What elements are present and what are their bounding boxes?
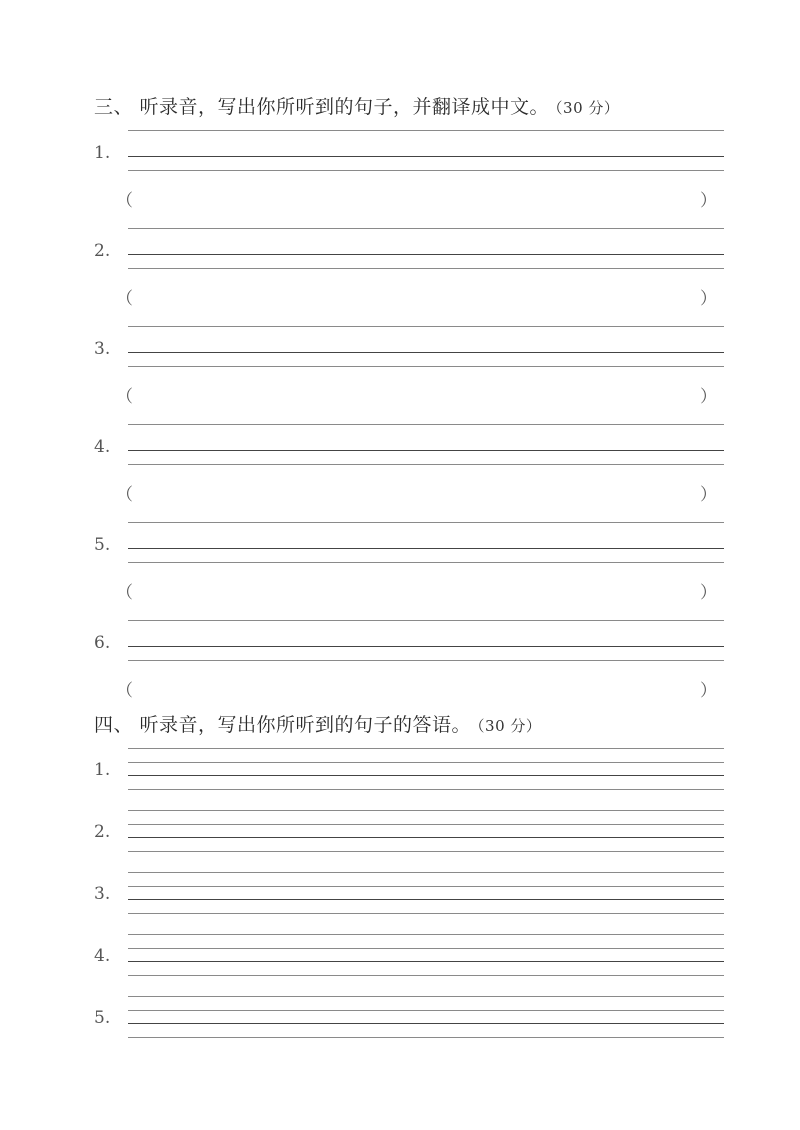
translation-open-paren: （ [116, 681, 133, 701]
s3-item-3 [94, 324, 724, 414]
s4-item-1 [94, 746, 724, 796]
writing-line[interactable] [128, 886, 724, 887]
writing-line[interactable] [128, 762, 724, 763]
s3-item-5-number: 5. [94, 535, 111, 555]
s4-item-3-number: 3. [94, 884, 111, 904]
writing-line[interactable] [128, 228, 724, 229]
s3-item-3-number: 3. [94, 339, 111, 359]
writing-line[interactable] [128, 996, 724, 997]
s3-item-2 [94, 226, 724, 316]
s3-item-2-number: 2. [94, 241, 111, 261]
writing-line[interactable] [128, 562, 724, 563]
section-4-title [94, 710, 541, 737]
translation-open-paren: （ [116, 583, 133, 603]
writing-line-baseline[interactable] [128, 352, 724, 353]
writing-line[interactable] [128, 366, 724, 367]
s4-item-4-number: 4. [94, 946, 111, 966]
translation-open-paren: （ [116, 191, 133, 211]
writing-line[interactable] [128, 1010, 724, 1011]
writing-line[interactable] [128, 934, 724, 935]
s4-item-4 [94, 932, 724, 982]
translation-close-paren: ） [700, 583, 717, 603]
writing-line[interactable] [128, 948, 724, 949]
writing-line-baseline[interactable] [128, 254, 724, 255]
writing-line[interactable] [128, 789, 724, 790]
writing-line[interactable] [128, 660, 724, 661]
section-3-score: （30 分） [555, 99, 620, 117]
writing-line[interactable] [128, 851, 724, 852]
writing-line-baseline[interactable] [128, 450, 724, 451]
writing-line[interactable] [128, 268, 724, 269]
s4-item-3 [94, 870, 724, 920]
s3-item-6-number: 6. [94, 633, 111, 653]
section-3-title [94, 92, 619, 119]
s3-item-1-number: 1. [94, 143, 111, 163]
writing-line[interactable] [128, 130, 724, 131]
translation-close-paren: ） [700, 485, 717, 505]
translation-open-paren: （ [116, 289, 133, 309]
s4-item-2 [94, 808, 724, 858]
s4-item-5 [94, 994, 724, 1044]
s3-item-5 [94, 520, 724, 610]
section-4-title-text: 四、 听录音，写出你所听到的句子的答语。 [94, 714, 472, 736]
translation-close-paren: ） [700, 289, 717, 309]
writing-line[interactable] [128, 522, 724, 523]
s4-item-5-number: 5. [94, 1008, 111, 1028]
writing-line-baseline[interactable] [128, 899, 724, 900]
writing-line[interactable] [128, 170, 724, 171]
s4-item-2-number: 2. [94, 822, 111, 842]
writing-line-baseline[interactable] [128, 775, 724, 776]
s3-item-6 [94, 618, 724, 708]
writing-line[interactable] [128, 748, 724, 749]
writing-line[interactable] [128, 620, 724, 621]
writing-line-baseline[interactable] [128, 646, 724, 647]
writing-line[interactable] [128, 872, 724, 873]
s4-item-1-number: 1. [94, 760, 111, 780]
writing-line[interactable] [128, 464, 724, 465]
s3-item-4-number: 4. [94, 437, 111, 457]
writing-line-baseline[interactable] [128, 156, 724, 157]
translation-close-paren: ） [700, 387, 717, 407]
writing-line[interactable] [128, 1037, 724, 1038]
translation-open-paren: （ [116, 387, 133, 407]
s3-item-1 [94, 128, 724, 218]
writing-line[interactable] [128, 424, 724, 425]
translation-close-paren: ） [700, 681, 717, 701]
writing-line[interactable] [128, 326, 724, 327]
writing-line[interactable] [128, 975, 724, 976]
writing-line-baseline[interactable] [128, 548, 724, 549]
writing-line[interactable] [128, 913, 724, 914]
translation-open-paren: （ [116, 485, 133, 505]
section-4-score: （30 分） [477, 717, 542, 735]
translation-close-paren: ） [700, 191, 717, 211]
writing-line[interactable] [128, 824, 724, 825]
writing-line-baseline[interactable] [128, 837, 724, 838]
s3-item-4 [94, 422, 724, 512]
writing-line-baseline[interactable] [128, 1023, 724, 1024]
writing-line[interactable] [128, 810, 724, 811]
writing-line-baseline[interactable] [128, 961, 724, 962]
section-3-title-text: 三、 听录音，写出你所听到的句子，并翻译成中文。 [94, 96, 550, 118]
